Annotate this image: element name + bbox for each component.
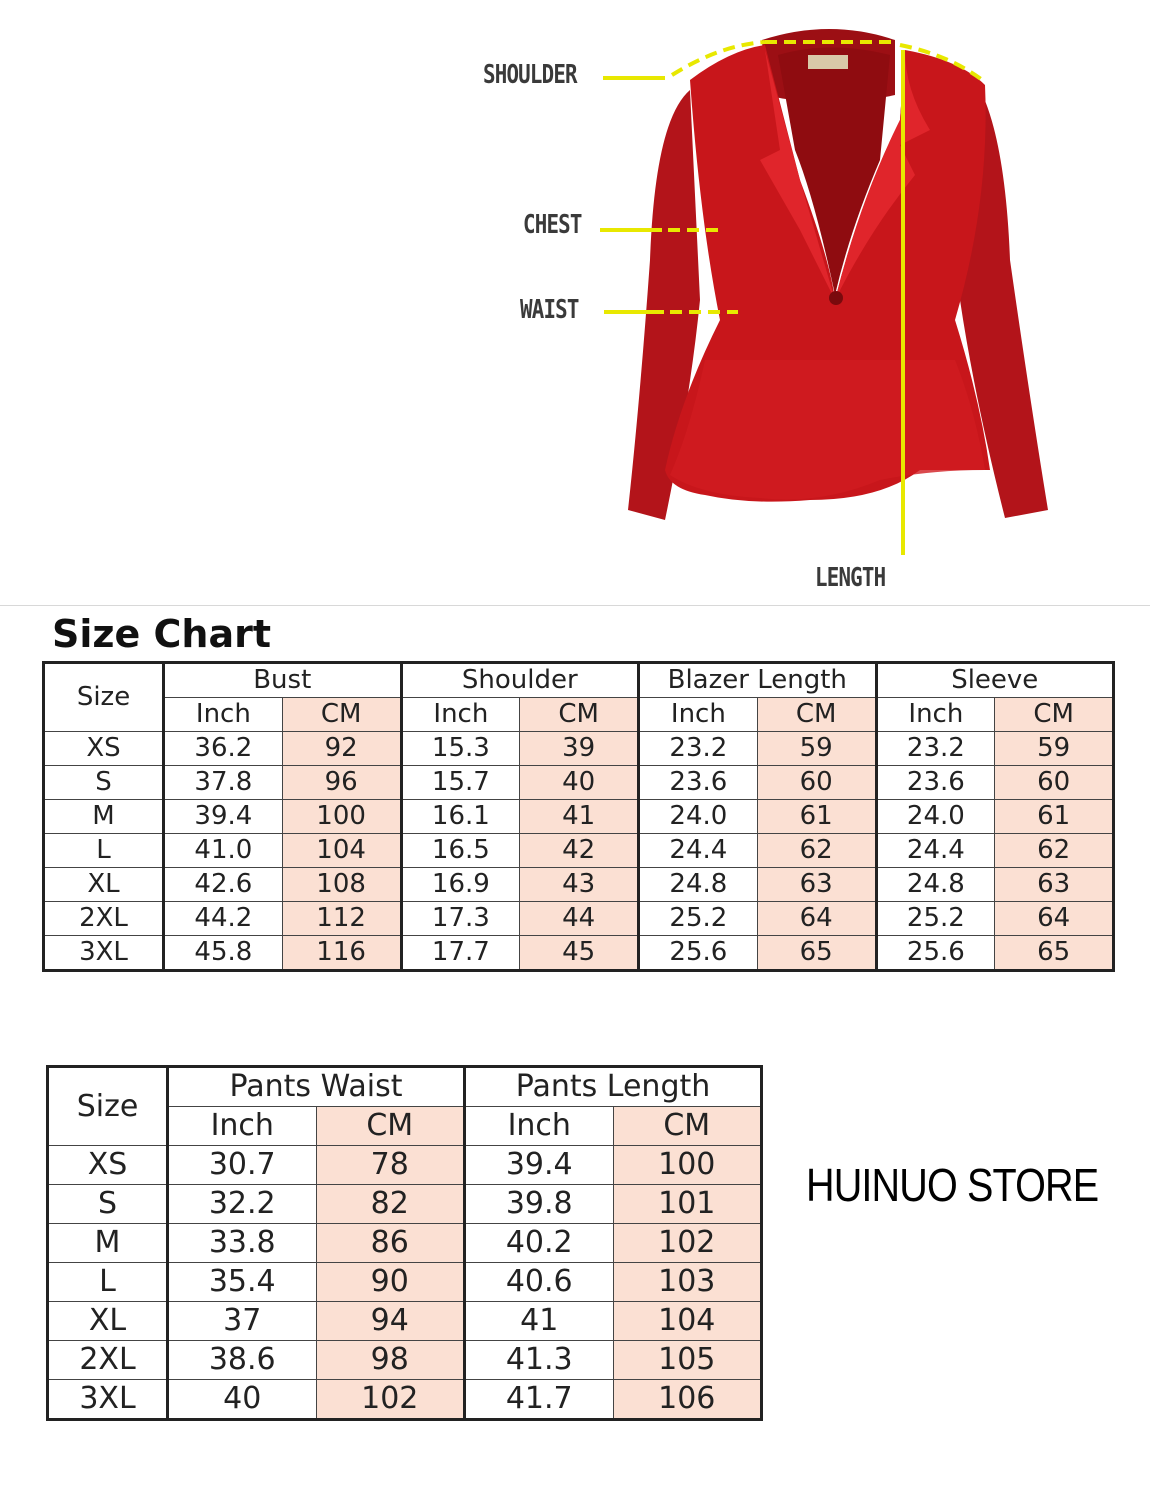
cm-value-cell: 62 [995,834,1114,868]
cm-value-cell: 90 [316,1263,465,1302]
unit-cm: CM [613,1107,762,1146]
cm-value-cell: 102 [316,1380,465,1420]
inch-value-cell: 41.7 [465,1380,614,1420]
size-cell: 2XL [48,1341,168,1380]
cm-value-cell: 116 [282,936,401,971]
inch-value-cell: 16.9 [401,868,520,902]
cm-value-cell: 98 [316,1341,465,1380]
group-header-sleeve: Sleeve [876,663,1114,698]
cm-value-cell: 104 [282,834,401,868]
cm-value-cell: 61 [995,800,1114,834]
waist-label: WAIST [520,295,579,325]
inch-value-cell: 25.6 [639,936,758,971]
size-cell: M [44,800,164,834]
size-cell: 3XL [48,1380,168,1420]
cm-value-cell: 59 [995,732,1114,766]
group-header-shoulder: Shoulder [401,663,639,698]
cm-value-cell: 65 [757,936,876,971]
size-cell: M [48,1224,168,1263]
size-cell: XL [48,1302,168,1341]
group-header-bust: Bust [164,663,402,698]
size-cell: L [44,834,164,868]
unit-inch: Inch [465,1107,614,1146]
size-header: Size [44,663,164,732]
size-cell: XS [44,732,164,766]
inch-value-cell: 24.0 [876,800,995,834]
inch-value-cell: 17.3 [401,902,520,936]
inch-value-cell: 23.2 [639,732,758,766]
inch-value-cell: 39.4 [164,800,283,834]
cm-value-cell: 64 [757,902,876,936]
table-row [48,1185,762,1224]
unit-inch: Inch [168,1107,317,1146]
unit-cm: CM [757,698,876,732]
chest-label: CHEST [523,210,582,240]
unit-cm: CM [995,698,1114,732]
table-row [44,766,1114,800]
cm-value-cell: 60 [995,766,1114,800]
inch-value-cell: 15.3 [401,732,520,766]
cm-value-cell: 105 [613,1341,762,1380]
cm-value-cell: 94 [316,1302,465,1341]
table-row [44,834,1114,868]
cm-value-cell: 40 [520,766,639,800]
size-cell: S [48,1185,168,1224]
inch-value-cell: 30.7 [168,1146,317,1185]
cm-value-cell: 41 [520,800,639,834]
unit-inch: Inch [164,698,283,732]
table-row [44,732,1114,766]
unit-inch: Inch [401,698,520,732]
size-header: Size [48,1067,168,1146]
store-name: HUINUO STORE [806,1159,1099,1211]
cm-value-cell: 100 [282,800,401,834]
table-row [48,1263,762,1302]
table-row [48,1302,762,1341]
inch-value-cell: 16.5 [401,834,520,868]
cm-value-cell: 92 [282,732,401,766]
cm-value-cell: 44 [520,902,639,936]
unit-cm: CM [316,1107,465,1146]
inch-value-cell: 42.6 [164,868,283,902]
cm-value-cell: 63 [757,868,876,902]
size-cell: XS [48,1146,168,1185]
inch-value-cell: 24.4 [876,834,995,868]
inch-value-cell: 39.4 [465,1146,614,1185]
inch-value-cell: 23.6 [639,766,758,800]
table-row [44,902,1114,936]
inch-value-cell: 32.2 [168,1185,317,1224]
inch-value-cell: 36.2 [164,732,283,766]
length-label: LENGTH [815,563,886,593]
size-cell: 2XL [44,902,164,936]
cm-value-cell: 102 [613,1224,762,1263]
divider-line [0,605,1150,606]
cm-value-cell: 86 [316,1224,465,1263]
size-cell: XL [44,868,164,902]
inch-value-cell: 33.8 [168,1224,317,1263]
cm-value-cell: 63 [995,868,1114,902]
cm-value-cell: 64 [995,902,1114,936]
inch-value-cell: 40.6 [465,1263,614,1302]
size-cell: S [44,766,164,800]
cm-value-cell: 65 [995,936,1114,971]
inch-value-cell: 45.8 [164,936,283,971]
inch-value-cell: 41.0 [164,834,283,868]
size-cell: 3XL [44,936,164,971]
cm-value-cell: 61 [757,800,876,834]
table-row [44,868,1114,902]
blazer-size-table [42,661,1115,972]
group-header-pants-waist: Pants Waist [168,1067,465,1107]
inch-value-cell: 39.8 [465,1185,614,1224]
red-blazer-image [628,29,1048,520]
inch-value-cell: 24.0 [639,800,758,834]
table-row [48,1146,762,1185]
cm-value-cell: 43 [520,868,639,902]
table-row [44,800,1114,834]
cm-value-cell: 104 [613,1302,762,1341]
cm-value-cell: 42 [520,834,639,868]
inch-value-cell: 15.7 [401,766,520,800]
inch-value-cell: 25.6 [876,936,995,971]
cm-value-cell: 103 [613,1263,762,1302]
group-header-pants-length: Pants Length [465,1067,762,1107]
table-row [48,1341,762,1380]
cm-value-cell: 45 [520,936,639,971]
cm-value-cell: 100 [613,1146,762,1185]
cm-value-cell: 78 [316,1146,465,1185]
inch-value-cell: 41.3 [465,1341,614,1380]
cm-value-cell: 106 [613,1380,762,1420]
inch-value-cell: 24.8 [639,868,758,902]
inch-value-cell: 23.2 [876,732,995,766]
inch-value-cell: 40 [168,1380,317,1420]
table-row [48,1224,762,1263]
inch-value-cell: 37 [168,1302,317,1341]
inch-value-cell: 17.7 [401,936,520,971]
inch-value-cell: 44.2 [164,902,283,936]
inch-value-cell: 37.8 [164,766,283,800]
group-header-blazer-length: Blazer Length [639,663,877,698]
inch-value-cell: 25.2 [876,902,995,936]
table-row [44,936,1114,971]
inch-value-cell: 38.6 [168,1341,317,1380]
inch-value-cell: 16.1 [401,800,520,834]
pants-size-table [46,1065,763,1421]
cm-value-cell: 96 [282,766,401,800]
inch-value-cell: 23.6 [876,766,995,800]
unit-inch: Inch [639,698,758,732]
inch-value-cell: 35.4 [168,1263,317,1302]
cm-value-cell: 39 [520,732,639,766]
inch-value-cell: 40.2 [465,1224,614,1263]
shoulder-label: SHOULDER [483,60,577,90]
cm-value-cell: 59 [757,732,876,766]
cm-value-cell: 82 [316,1185,465,1224]
inch-value-cell: 25.2 [639,902,758,936]
cm-value-cell: 101 [613,1185,762,1224]
size-cell: L [48,1263,168,1302]
cm-value-cell: 60 [757,766,876,800]
cm-value-cell: 108 [282,868,401,902]
inch-value-cell: 24.4 [639,834,758,868]
size-chart-title: Size Chart [52,612,272,656]
cm-value-cell: 62 [757,834,876,868]
inch-value-cell: 24.8 [876,868,995,902]
inch-value-cell: 41 [465,1302,614,1341]
cm-value-cell: 112 [282,902,401,936]
unit-inch: Inch [876,698,995,732]
table-row [48,1380,762,1420]
unit-cm: CM [282,698,401,732]
unit-cm: CM [520,698,639,732]
